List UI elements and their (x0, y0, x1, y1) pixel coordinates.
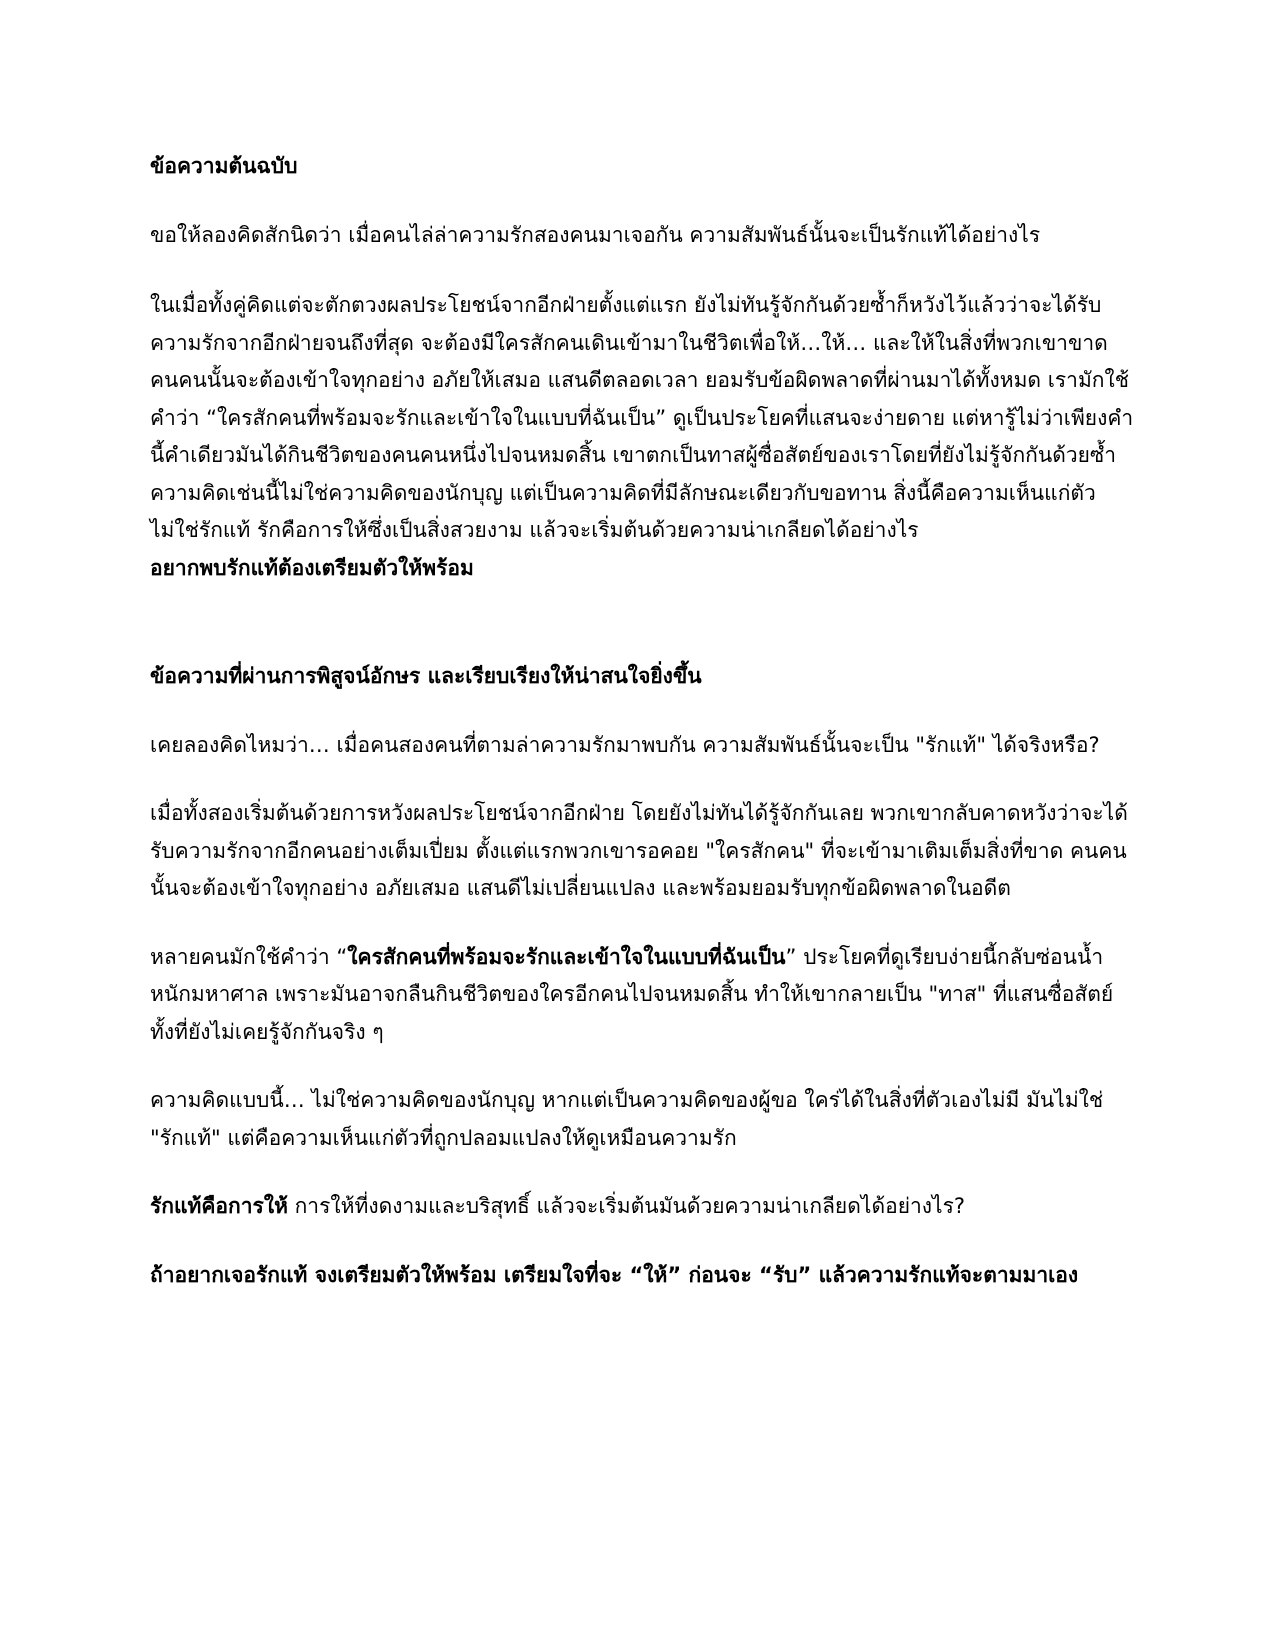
revised-paragraph-3 (150, 939, 1135, 1052)
revised-heading: ข้อความที่ผ่านการพิสูจน์อักษร และเรียบเรียงให้น่าสนใจยิ่งขึ้น (150, 664, 702, 688)
revised-paragraph-4: ความคิดแบบนี้… ไม่ใช่ความคิดของนักบุญ หากแต่เป็นความคิดของผู้ขอ ใคร่ได้ในสิ่งที่ตัวเองไม่มี มันไม่ใช่ "รักแท้" แต่คือความเห็นแก่ตัวที่ถูกปลอมแปลงให้ดูเหมือนความรัก (150, 1088, 1104, 1150)
paragraph-3-rest: ” ประโยคที่ดูเรียบง่ายนี้กลับซ่อนน้ำหนักมหาศาล เพราะมันอาจกลืนกินชีวิตของใครอีกคนไปจนหมดสิ้น ทำให้เขากลายเป็น "ทาส" ที่แสนซื่อสัตย์ ทั้งที่ยังไม่เคยรู้จักกันจริง ๆ (150, 944, 1114, 1044)
paragraph-5-rest: การให้ที่งดงามและบริสุทธิ์ แล้วจะเริ่มต้นมันด้วยความน่าเกลียดได้อย่างไร? (287, 1194, 966, 1218)
document-page (150, 148, 1135, 1294)
original-closing: อยากพบรักแท้ต้องเตรียมตัวให้พร้อม (150, 555, 474, 580)
original-intro: ขอให้ลองคิดสักนิดว่า เมื่อคนไล่ล่าความรักสองคนมาเจอกัน ความสัมพันธ์นั้นจะเป็นรักแท้ได้อย่างไร (150, 222, 1041, 247)
true-love-phrase: รักแท้คือการให้ (150, 1194, 288, 1218)
quoted-phrase: ใครสักคนที่พร้อมจะรักและเข้าใจในแบบที่ฉันเป็น (347, 944, 786, 969)
original-body: ในเมื่อทั้งคู่คิดแต่จะตักตวงผลประโยชน์จากอีกฝ่ายตั้งแต่แรก ยังไม่ทันรู้จักกันด้วยซ้ำก็หวังไว้แล้วว่าจะได้รับความรักจากอีกฝ่ายจนถึงที่สุด จะต้องมีใครสักคนเดินเข้ามาในชีวิตเพื่อให้…ให้… และให้ในสิ่งที่พวกเขาขาด คนคนนั้นจะต้องเข้าใจทุกอย่าง อภัยให้เสมอ แสนดีตลอดเวลา ยอมรับข้อผิดพลาดที่ผ่านมาได้ทั้งหมด เรามักใช้คำว่า “ใครสักคนที่พร้อมจะรักและเข้าใจในแบบที่ฉันเป็น” ดูเป็นประโยคที่แสนจะง่ายดาย แต่หารู้ไม่ว่าเพียงคำนี้คำเดียวมันได้กินชีวิตของคนคนหนึ่งไปจนหมดสิ้น เขาตกเป็นทาสผู้ซื่อสัตย์ของเราโดยที่ยังไม่รู้จักกันด้วยซ้ำ ความคิดเช่นนี้ไม่ใช่ความคิดของนักบุญ แต่เป็นความคิดที่มีลักษณะเดียวกับขอทาน สิ่งนี้คือความเห็นแก่ตัว ไม่ใช่รักแท้ รักคือการให้ซึ่งเป็นสิ่งสวยงาม แล้วจะเริ่มต้นด้วยความน่าเกลียดได้อย่างไร (150, 293, 1134, 542)
original-heading: ข้อความต้นฉบับ (150, 154, 298, 178)
revised-paragraph-1: เคยลองคิดไหมว่า… เมื่อคนสองคนที่ตามล่าความรักมาพบกัน ความสัมพันธ์นั้นจะเป็น "รักแท้" ได้จริงหรือ? (150, 732, 1100, 757)
revised-paragraph-5 (150, 1188, 1135, 1226)
revised-closing: ถ้าอยากเจอรักแท้ จงเตรียมตัวให้พร้อม เตรียมใจที่จะ “ให้” ก่อนจะ “รับ” แล้วความรักแท้จะตามมาเอง (150, 1262, 1079, 1287)
revised-paragraph-2: เมื่อทั้งสองเริ่มต้นด้วยการหวังผลประโยชน์จากอีกฝ่าย โดยยังไม่ทันได้รู้จักกันเลย พวกเขากลับคาดหวังว่าจะได้รับความรักจากอีกคนอย่างเต็มเปี่ยม ตั้งแต่แรกพวกเขารอคอย "ใครสักคน" ที่จะเข้ามาเติมเต็มสิ่งที่ขาด คนคนนั้นจะต้องเข้าใจทุกอย่าง อภัยเสมอ แสนดีไม่เปลี่ยนแปลง และพร้อมยอมรับทุกข้อผิดพลาดในอดีต (150, 801, 1128, 900)
quote-open: หลายคนมักใช้คำว่า “ (150, 944, 348, 969)
